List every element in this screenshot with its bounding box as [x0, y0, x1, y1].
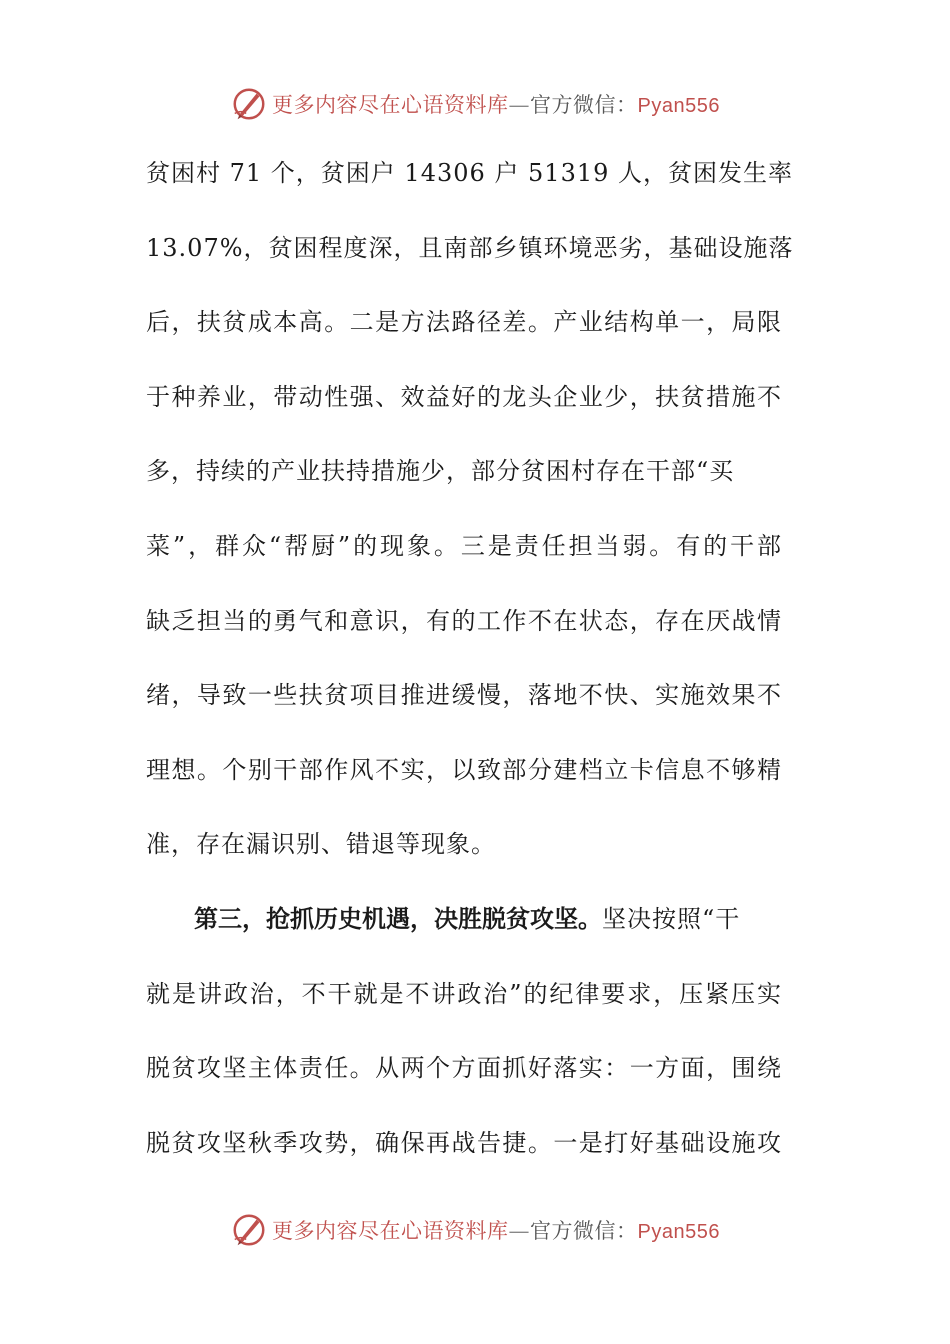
body-line: 菜”，群众“帮厨”的现象。三是责任担当弱。有的干部	[146, 531, 782, 560]
banner-wechat-id: Pyan556	[637, 1221, 720, 1243]
pen-circle-logo-icon	[230, 1211, 268, 1249]
banner-wechat-label: 官方微信：	[530, 93, 638, 117]
body-line: 脱贫攻坚主体责任。从两个方面抓好落实：一方面，围绕	[146, 1054, 782, 1083]
body-line: 准，存在漏识别、错退等现象。	[146, 830, 496, 859]
section-first-line-rest: 坚决按照“干	[602, 904, 741, 933]
document-body	[146, 136, 794, 1180]
footer-banner	[0, 1210, 950, 1250]
body-line: 多，持续的产业扶持措施少，部分贫困村存在干部“买	[146, 457, 735, 486]
header-banner	[0, 84, 950, 124]
body-line: 绪，导致一些扶贫项目推进缓慢，落地不快、实施效果不	[146, 681, 782, 710]
body-line: 就是讲政治，不干就是不讲政治”的纪律要求，压紧压实	[146, 979, 782, 1008]
body-line: 缺乏担当的勇气和意识，有的工作不在状态，存在厌战情	[146, 606, 782, 635]
body-line: 理想。个别干部作风不实，以致部分建档立卡信息不够精	[146, 755, 782, 784]
body-line: 于种养业，带动性强、效益好的龙头企业少，扶贫措施不	[146, 382, 782, 411]
section-first-line	[146, 882, 782, 957]
body-line: 13.07%，贫困程度深，且南部乡镇环境恶劣，基础设施落	[146, 233, 794, 262]
banner-dash: —	[508, 1219, 531, 1243]
body-line: 后，扶贫成本高。二是方法路径差。产业结构单一，局限	[146, 308, 782, 337]
banner-title: 更多内容尽在心语资料库	[272, 93, 509, 117]
banner-wechat-id: Pyan556	[637, 95, 720, 117]
body-line: 脱贫攻坚秋季攻势，确保再战告捷。一是打好基础设施攻	[146, 1128, 782, 1157]
body-line: 贫困村 71 个，贫困户 14306 户 51319 人，贫困发生率	[146, 159, 794, 187]
section-heading: 第三，抢抓历史机遇，决胜脱贫攻坚。	[194, 904, 602, 933]
pen-circle-logo-icon	[230, 85, 268, 123]
banner-title: 更多内容尽在心语资料库	[272, 1219, 509, 1243]
banner-dash: —	[508, 93, 531, 117]
banner-wechat-label: 官方微信：	[530, 1219, 638, 1243]
